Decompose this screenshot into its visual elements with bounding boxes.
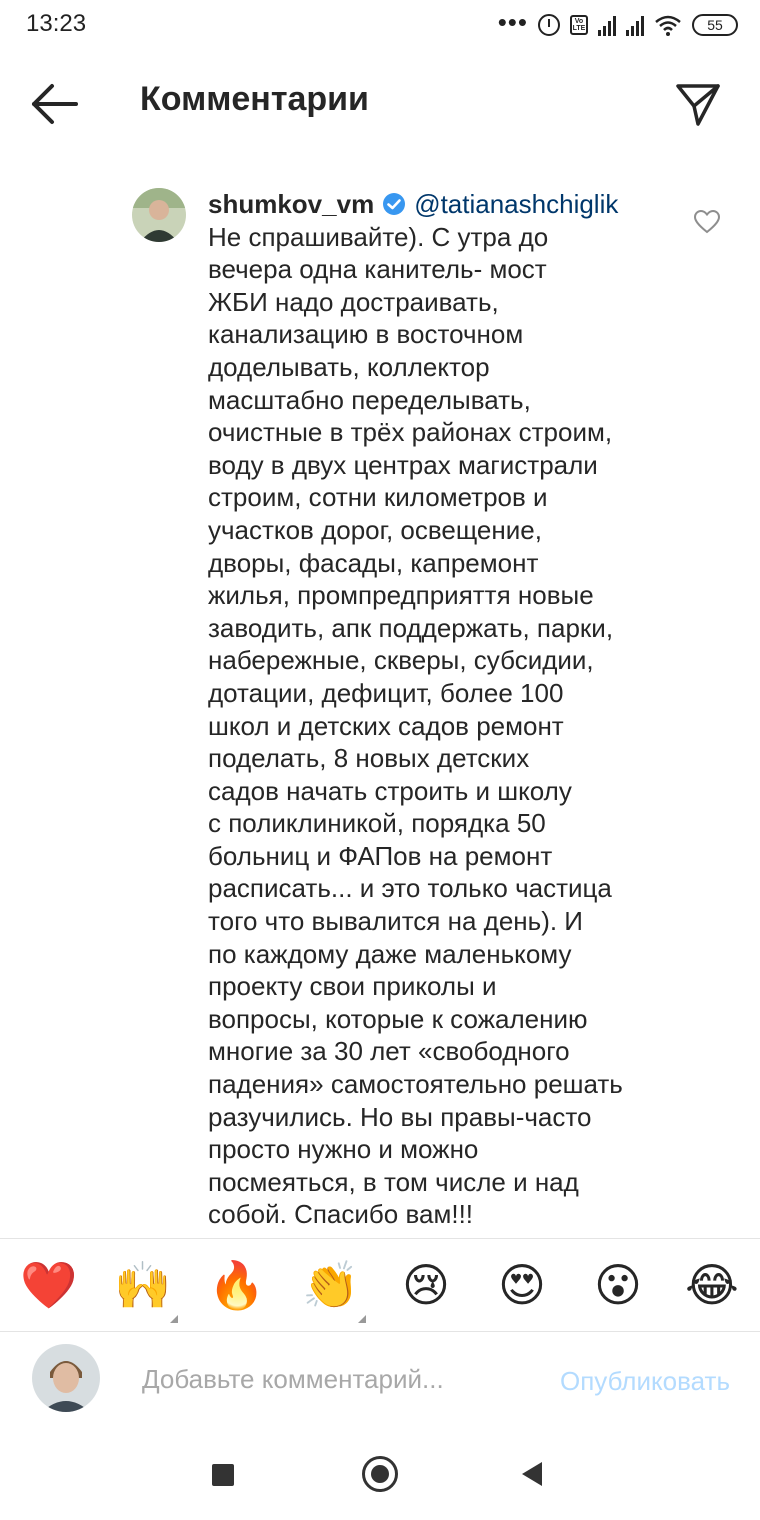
emoji-crying-face[interactable]: 😢 bbox=[402, 1259, 450, 1311]
status-icons bbox=[498, 8, 738, 42]
status-time: 13:23 bbox=[26, 10, 87, 37]
emoji-clapping-hands[interactable]: 👏 bbox=[302, 1259, 360, 1311]
recent-apps-icon[interactable] bbox=[212, 1464, 234, 1486]
paper-plane-icon bbox=[678, 86, 718, 124]
username[interactable]: shumkov_vm bbox=[208, 189, 375, 219]
status-bar bbox=[0, 0, 760, 52]
arrow-left-icon bbox=[34, 86, 76, 122]
heart-outline-icon bbox=[695, 211, 719, 232]
page-title: Комментарии bbox=[140, 80, 369, 118]
skin-tone-indicator-icon bbox=[358, 1315, 366, 1323]
emoji-fire[interactable]: 🔥 bbox=[208, 1259, 266, 1311]
comment-body bbox=[208, 188, 678, 1231]
emoji-raised-hands[interactable]: 🙌 bbox=[114, 1259, 172, 1311]
avatar[interactable] bbox=[132, 188, 186, 242]
skin-tone-indicator-icon bbox=[170, 1315, 178, 1323]
header bbox=[0, 62, 760, 146]
comment-text: Не спрашивайте). С утра до вечера одна канитель- мост ЖБИ надо достраивать, канализацию в восточном доделывать, коллектор масштабно переделывать, очистные в трёх районах строим, воду в двух центрах магистрали строим, сотни километров и участков дорог, освещение, дворы, фасады, капремонт жилья, промпредприяття новые заводить, апк поддержать, парки, набережные, скверы, субсидии, дотации, дефицит, более 100 школ и детских садов ремонт поделать, 8 новых детских садов начать строить и школу с поликлиникой, порядка 50 больниц и ФАПов на ремонт расписать... и это только частица того что вывалится на день). И по каждому даже маленькому проекту свои приколы и вопросы, которые к сожалению многие за 30 лет «свободного падения» самостоятельно решать разучились. Но вы правы-часто просто нужно и можно посмеяться, в том числе и над собой. Спасибо вам!!! bbox=[208, 221, 623, 1230]
back-button[interactable] bbox=[30, 82, 80, 126]
emoji-heart[interactable]: ❤️ bbox=[20, 1259, 78, 1311]
comment-input[interactable] bbox=[140, 1356, 524, 1402]
volte-icon: Vo LTE bbox=[570, 15, 588, 35]
verified-badge-icon bbox=[382, 192, 406, 216]
wifi-icon bbox=[654, 14, 682, 36]
current-user-avatar bbox=[32, 1344, 100, 1412]
home-icon[interactable] bbox=[362, 1456, 398, 1492]
signal-icon-2 bbox=[626, 14, 644, 36]
mention-link[interactable]: @tatianashchiglik bbox=[414, 189, 619, 219]
battery-icon: 55 bbox=[692, 14, 738, 36]
signal-icon bbox=[598, 14, 616, 36]
emoji-surprised-face[interactable]: 😮 bbox=[594, 1259, 642, 1311]
comment-header bbox=[208, 188, 678, 221]
comment-compose bbox=[0, 1332, 760, 1442]
share-button[interactable] bbox=[674, 80, 722, 128]
system-nav-bar bbox=[0, 1442, 760, 1520]
like-button[interactable] bbox=[694, 210, 720, 234]
emoji-heart-eyes[interactable]: 😍 bbox=[498, 1259, 546, 1311]
emoji-reactions-bar bbox=[0, 1238, 760, 1332]
more-notifications-icon: ••• bbox=[497, 7, 528, 37]
emoji-laughing-face[interactable]: 😂 bbox=[685, 1259, 739, 1311]
back-triangle-icon[interactable] bbox=[522, 1462, 542, 1486]
publish-button[interactable]: Опубликовать bbox=[559, 1366, 730, 1396]
alarm-icon bbox=[538, 14, 560, 36]
